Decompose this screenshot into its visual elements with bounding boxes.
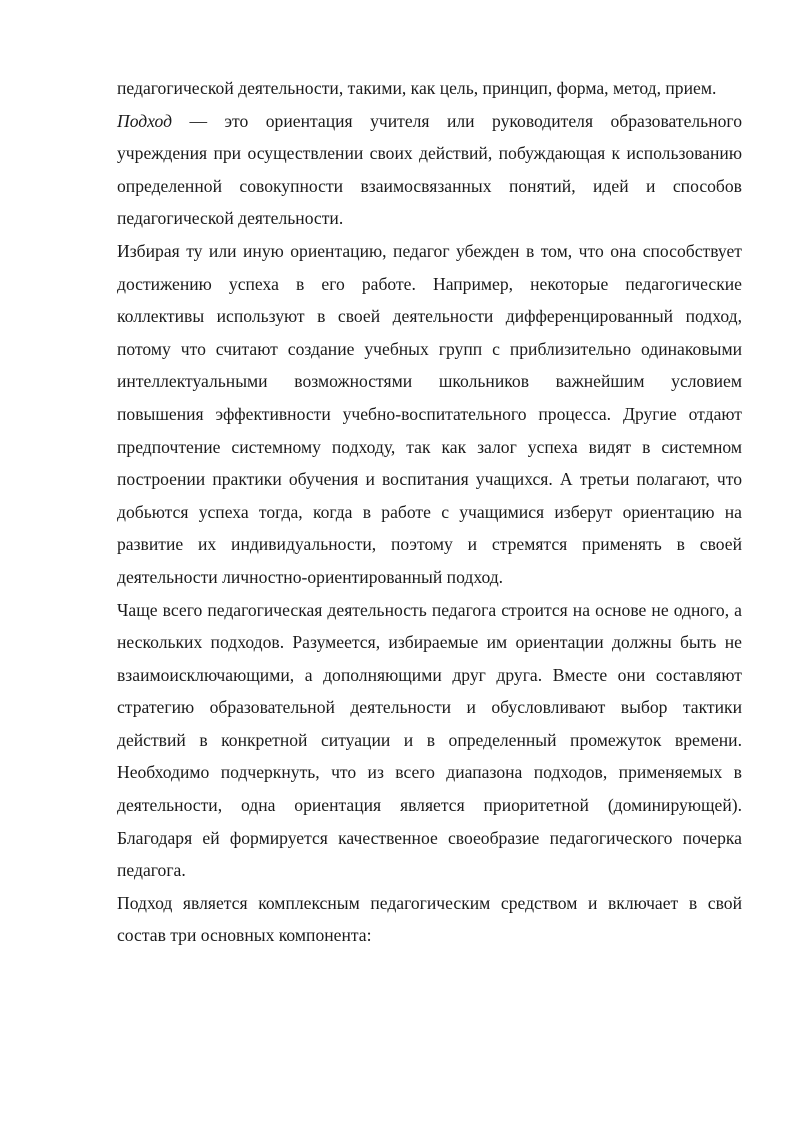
paragraph-text: — это ориентация учителя или руководителя образовательного учреждения при осуществлении своих действий, побуждающая к использованию определенной совокупности взаимосвязанных понятий, идей и способов педагогической деятельности. — [117, 110, 742, 229]
paragraph — [117, 594, 742, 887]
defined-term: Подход — [117, 110, 173, 131]
paragraph — [117, 235, 742, 594]
document-body — [117, 72, 742, 952]
paragraph-text: педагогической деятельности, такими, как цель, принцип, форма, метод, прием. — [117, 78, 717, 98]
paragraph-definition — [117, 105, 742, 235]
paragraph-text: Избирая ту или иную ориентацию, педагог убежден в том, что она способствует достижению успеха в его работе. Например, некоторые педагогические коллективы используют в своей деятельности дифференцированный подход, потому что считают создание учебных групп с приблизительно одинаковыми интеллектуальными возможностями школьников важнейшим условием повышения эффективности учебно-воспитательного процесса. Другие отдают предпочтение системному подходу, так как залог успеха видят в системном построении практики обучения и воспитания учащихся. А третьи полагают, что добьются успеха тогда, когда в работе с учащимися изберут ориентацию на развитие их индивидуальности, поэтому и стремятся применять в своей деятельности личностно-ориентированный подход. — [117, 240, 742, 587]
paragraph — [117, 72, 742, 105]
paragraph-text: Подход является комплексным педагогическим средством и включает в свой состав три основных компонента: — [117, 892, 742, 946]
paragraph-text: Чаще всего педагогическая деятельность педагога строится на основе не одного, а нескольких подходов. Разумеется, избираемые им ориентации должны быть не взаимоисключающими, а дополняющими друг друга. Вместе они составляют стратегию образовательной деятельности и обусловливают выбор тактики действий в конкретной ситуации и в определенный промежуток времени. Необходимо подчеркнуть, что из всего диапазона подходов, применяемых в деятельности, одна ориентация является приоритетной (доминирующей). Благодаря ей формируется качественное своеобразие педагогического почерка педагога. — [117, 599, 742, 881]
paragraph — [117, 887, 742, 952]
